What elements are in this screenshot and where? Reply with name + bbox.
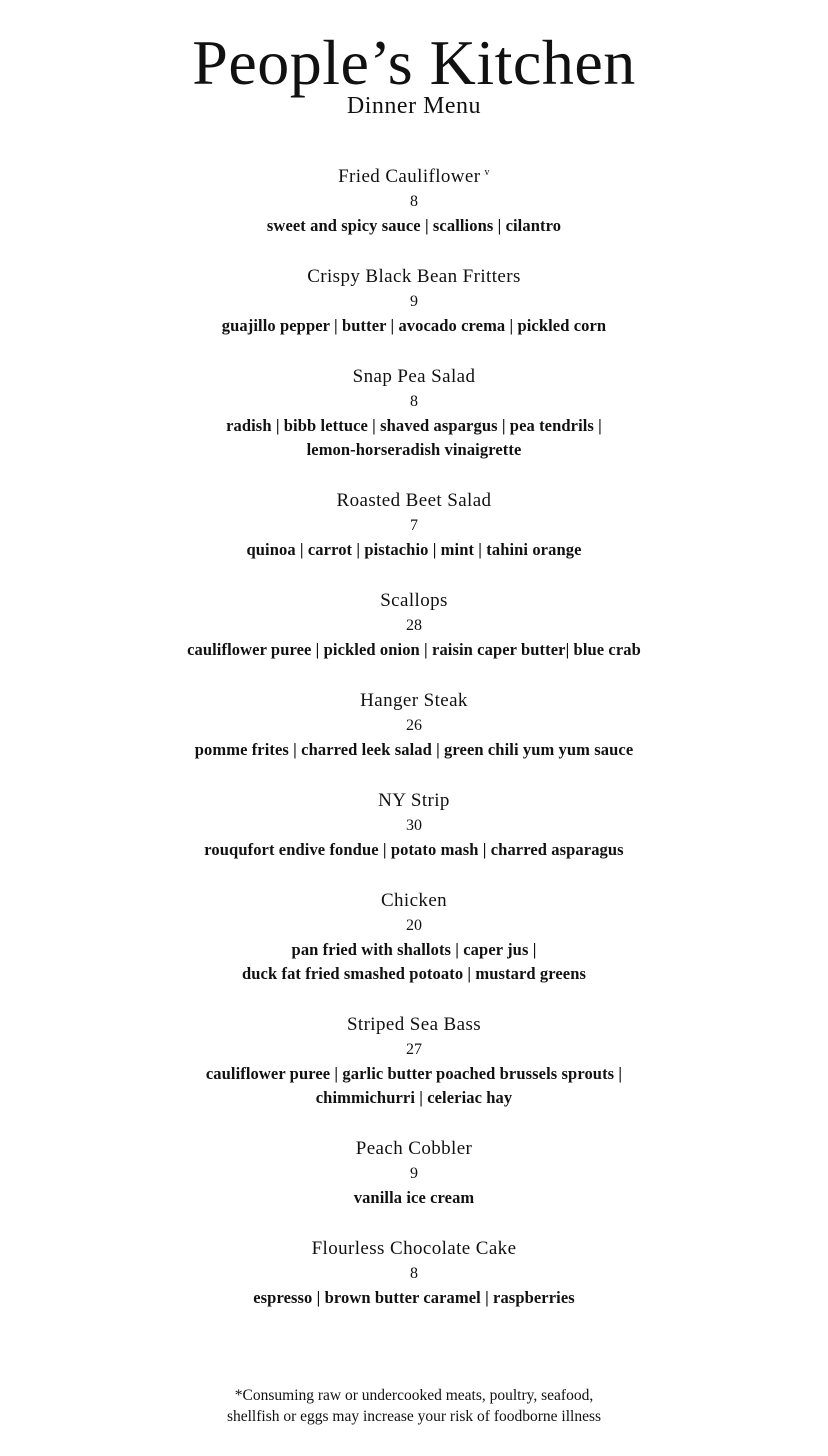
- menu-item-name: Flourless Chocolate Cake: [311, 1238, 517, 1259]
- menu-item-price: 8: [410, 193, 418, 210]
- menu-item-name: Peach Cobbler: [355, 1138, 473, 1159]
- menu-item-name: Chicken: [380, 890, 448, 911]
- menu-item: [0, 1136, 828, 1210]
- menu-item-name: Roasted Beet Salad: [336, 490, 492, 511]
- menu-item: [0, 588, 828, 662]
- menu-item-name: Crispy Black Bean Fritters: [307, 266, 521, 287]
- menu-item-price: 9: [410, 1165, 418, 1182]
- description-line: duck fat fried smashed potoato | mustard greens: [242, 964, 586, 983]
- menu-item-description: [0, 1062, 828, 1110]
- disclaimer-line: *Consuming raw or undercooked meats, poultry, seafood,: [234, 1387, 594, 1404]
- menu-item: [0, 364, 828, 462]
- vegetarian-mark: v: [484, 167, 490, 178]
- menu-item-description: [0, 314, 828, 338]
- disclaimer-line: shellfish or eggs may increase your risk of foodborne illness: [226, 1408, 602, 1425]
- description-line: cauliflower puree | pickled onion | raisin caper butter| blue crab: [187, 640, 641, 659]
- menu-item-price: 26: [406, 717, 422, 734]
- description-line: lemon-horseradish vinaigrette: [306, 440, 522, 459]
- menu-subtitle: Dinner Menu: [346, 93, 482, 119]
- menu-item: [0, 488, 828, 562]
- menu-item-description: [0, 1286, 828, 1310]
- description-line: espresso | brown butter caramel | raspberries: [253, 1288, 575, 1307]
- description-line: radish | bibb lettuce | shaved aspargus | pea tendrils |: [226, 416, 602, 435]
- description-line: vanilla ice cream: [353, 1188, 475, 1207]
- menu-item: [0, 160, 828, 238]
- menu-item-price: 20: [406, 917, 422, 934]
- menu-item: [0, 264, 828, 338]
- description-line: cauliflower puree | garlic butter poached brussels sprouts |: [205, 1064, 623, 1083]
- menu-item-price: 28: [406, 617, 422, 634]
- description-line: quinoa | carrot | pistachio | mint | tahini orange: [246, 540, 582, 559]
- menu-item-name: Scallops: [380, 590, 448, 611]
- description-line: guajillo pepper | butter | avocado crema | pickled corn: [221, 316, 607, 335]
- menu-item-description: [0, 938, 828, 986]
- menu-item-name: Snap Pea Salad: [352, 366, 476, 387]
- menu-item: [0, 1236, 828, 1310]
- menu-item-list: [0, 160, 828, 1336]
- menu-item-description: [0, 738, 828, 762]
- menu-item-name: Hanger Steak: [360, 690, 468, 711]
- menu-header: [0, 26, 828, 118]
- menu-item-description: [0, 1186, 828, 1210]
- description-line: rouqufort endive fondue | potato mash | charred asparagus: [204, 840, 624, 859]
- restaurant-name: People’s Kitchen: [192, 27, 636, 98]
- food-safety-disclaimer: [0, 1385, 828, 1427]
- menu-item: [0, 688, 828, 762]
- menu-item: [0, 1012, 828, 1110]
- menu-item-price: 7: [410, 517, 418, 534]
- description-line: sweet and spicy sauce | scallions | cilantro: [266, 216, 562, 235]
- menu-item: [0, 888, 828, 986]
- menu-item-name-text: Fried Cauliflower: [338, 166, 481, 187]
- menu-item-description: [0, 538, 828, 562]
- description-line: pomme frites | charred leek salad | green chili yum yum sauce: [194, 740, 634, 759]
- menu-item-price: 27: [406, 1041, 422, 1058]
- menu-item-price: 8: [410, 1265, 418, 1282]
- menu-item: [0, 788, 828, 862]
- menu-item-description: [0, 838, 828, 862]
- menu-item-description: [0, 214, 828, 238]
- menu-item-price: 9: [410, 293, 418, 310]
- menu-item-name: Striped Sea Bass: [346, 1014, 482, 1035]
- menu-item-price: 30: [406, 817, 422, 834]
- menu-item-price: 8: [410, 393, 418, 410]
- menu-item-description: [0, 414, 828, 462]
- description-line: pan fried with shallots | caper jus |: [291, 940, 537, 959]
- description-line: chimmichurri | celeriac hay: [315, 1088, 513, 1107]
- menu-item-name: NY Strip: [378, 790, 450, 811]
- menu-item-name: [0, 160, 828, 190]
- menu-item-description: [0, 638, 828, 662]
